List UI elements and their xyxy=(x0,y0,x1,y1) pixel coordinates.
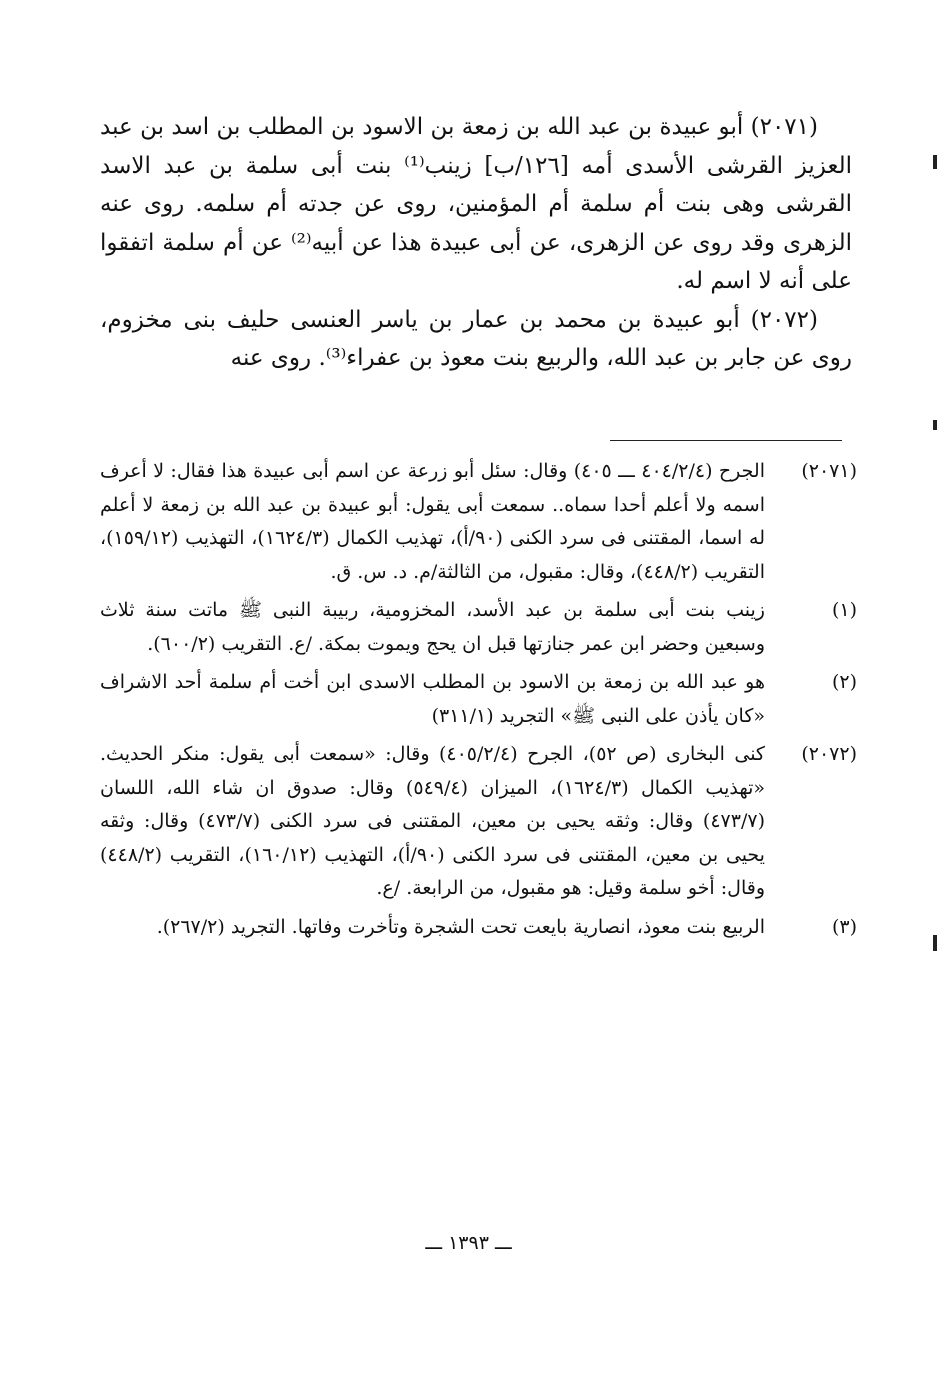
footnote-label: (٢) xyxy=(831,671,857,693)
main-text-body xyxy=(100,108,852,378)
entry-2071-paragraph: (٢٠٧١) أبو عبيدة بن عبد الله بن زمعة بن الاسود بن المطلب بن اسد بن عبد العزيز القرشى الأسدى أمه [١٢٦/ب] زينب⁽¹⁾ بنت أبى سلمة بن عبد الاسد القرشى وهى بنت أم سلمة أم المؤمنين، روى عن جدته أم سلمه. روى عنه الزهرى وقد روى عن الزهرى، عن أبى عبيدة هذا عن أبيه⁽²⁾ عن أم سلمة اتفقوا على أنه لا اسم له. xyxy=(100,114,852,294)
footnote-2071 xyxy=(100,455,857,589)
footnote-2072 xyxy=(100,738,857,906)
footnotes-section xyxy=(100,455,857,949)
scan-edge-mark xyxy=(933,935,937,951)
footnote-text: هو عبد الله بن زمعة بن الاسود بن المطلب الاسدى ابن أخت أم سلمة أحد الاشراف «كان يأذن على النبى ﷺ» التجريد (٣١١/١) xyxy=(100,671,766,727)
footnote-2 xyxy=(100,666,857,733)
footnote-label: (٢٠٧١) xyxy=(801,460,857,482)
footnote-label: (٢٠٧٢) xyxy=(801,743,857,765)
footnote-text: زينب بنت أبى سلمة بن عبد الأسد، المخزومية، ربيبة النبى ﷺ ماتت سنة ثلاث وسبعين وحضر ابن عمر جنازتها قبل ان يحج ويموت بمكة. /ع. التقريب (٦٠٠/٢). xyxy=(100,599,765,655)
footnote-3 xyxy=(100,911,857,945)
footnote-1 xyxy=(100,594,857,661)
scan-edge-mark xyxy=(933,420,937,430)
footnote-separator-line xyxy=(610,440,842,441)
footnote-text: الربيع بنت معوذ، انصارية بايعت تحت الشجرة وتأخرت وفاتها. التجريد (٢٦٧/٢). xyxy=(156,915,765,938)
page-number: ـــ ١٣٩٣ ـــ xyxy=(425,1232,512,1254)
entry-2072-paragraph: (٢٠٧٢) أبو عبيدة بن محمد بن عمار بن ياسر العنسى حليف بنى مخزوم، روى عن جابر بن عبد الله، والربيع بنت معوذ بن عفراء⁽³⁾. روى عنه xyxy=(100,306,852,371)
footnote-text: كنى البخارى (ص ٥٢)، الجرح (٤٠٥/٢/٤) وقال: «سمعت أبى يقول: منكر الحديث. «تهذيب الكمال (١٦٢٤/٣)، الميزان (٥٤٩/٤) وقال: صدوق ان شاء الله، اللسان (٤٧٣/٧) وقال: وثقه يحيى بن معين، المقتنى فى سرد الكنى (٤٧٣/٧) وقال: وثقه يحيى بن معين، المقتنى فى سرد الكنى (٩٠/أ)، التهذيب (١٦٠/١٢)، التقريب (٤٤٨/٢) وقال: أخو سلمة وقيل: هو مقبول، من الرابعة. /ع. xyxy=(100,743,766,899)
footnote-label: (١) xyxy=(831,599,857,621)
scan-edge-mark xyxy=(933,155,937,169)
footnote-label: (٣) xyxy=(831,915,857,938)
footnote-text: الجرح (٤٠٤/٢/٤ ـــ ٤٠٥) وقال: سئل أبو زرعة عن اسم أبى عبيدة هذا فقال: لا أعرف اسمه ولا أعلم أحدا سماه.. سمعت أبى يقول: أبو عبيدة بن عبد الله بن زمعة لا أعلم له اسما، المقتنى فى سرد الكنى (٩٠/أ)، تهذيب الكمال (١٦٢٤/٣)، التهذيب (١٥٩/١٢)، التقريب (٤٤٨/٢)، وقال: مقبول، من الثالثة/م. د. س. ق. xyxy=(100,460,765,583)
